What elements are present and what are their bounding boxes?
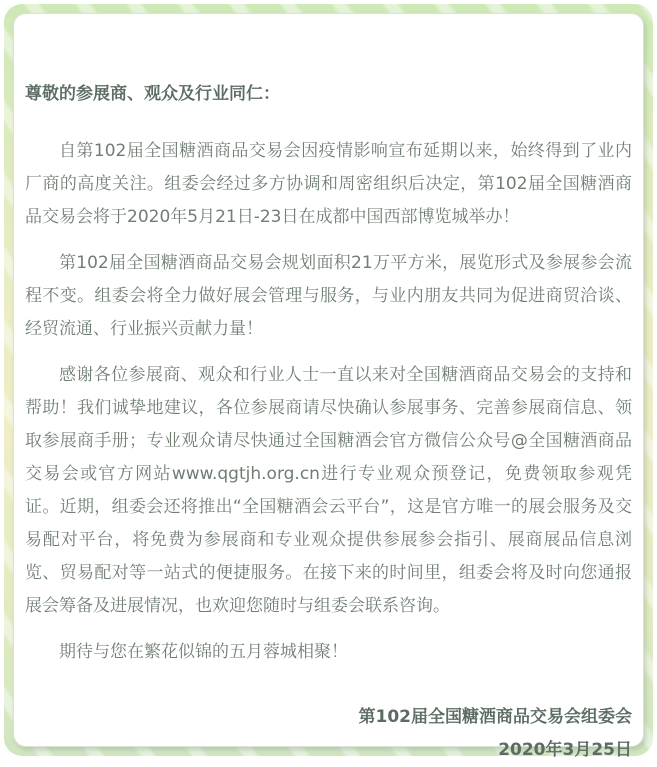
signature-block [25, 701, 632, 767]
paragraph-thanks-and-services: 感谢各位参展商、观众和行业人士一直以来对全国糖酒商品交易会的支持和帮助！我们诚挚地建议，各位参展商请尽快确认参展事务、完善参展商信息、领取参展商手册；专业观众请尽快通过全国糖酒会官方微信公众号@全国糖酒商品交易会或官方网站www.qgtjh.org.cn进行专业观众预登记，免费领取参观凭证。近期，组委会还将推出“全国糖酒会云平台”，这是官方唯一的展会服务及交易配对平台，将免费为参展商和专业观众提供参展参会指引、展商展品信息浏览、贸易配对等一站式的便捷服务。在接下来的时间里，组委会将及时向您通报展会筹备及进展情况，也欢迎您随时与组委会联系咨询。 [25, 365, 632, 616]
signature-committee: 第102届全国糖酒商品交易会组委会 [358, 707, 632, 727]
letter-card [13, 13, 644, 760]
gradient-frame [4, 4, 653, 760]
salutation: 尊敬的参展商、观众及行业同仁： [25, 84, 280, 104]
signature-date: 2020年3月25日 [498, 740, 632, 760]
paragraph-delay-announcement: 自第102届全国糖酒商品交易会因疫情影响宣布延期以来，始终得到了业内厂商的高度关注。组委会经过多方协调和周密组织后决定，第102届全国糖酒商品交易会将于2020年5月21日-23日在成都中国西部博览城举办！ [25, 141, 632, 227]
paragraph-closing-wish: 期待与您在繁花似锦的五月蓉城相聚！ [59, 642, 348, 662]
paragraph-exhibition-scale: 第102届全国糖酒商品交易会规划面积21万平方米，展览形式及参展参会流程不变。组委会将全力做好展会管理与服务，与业内朋友共同为促进商贸洽谈、经贸流通、行业振兴贡献力量！ [25, 253, 632, 339]
